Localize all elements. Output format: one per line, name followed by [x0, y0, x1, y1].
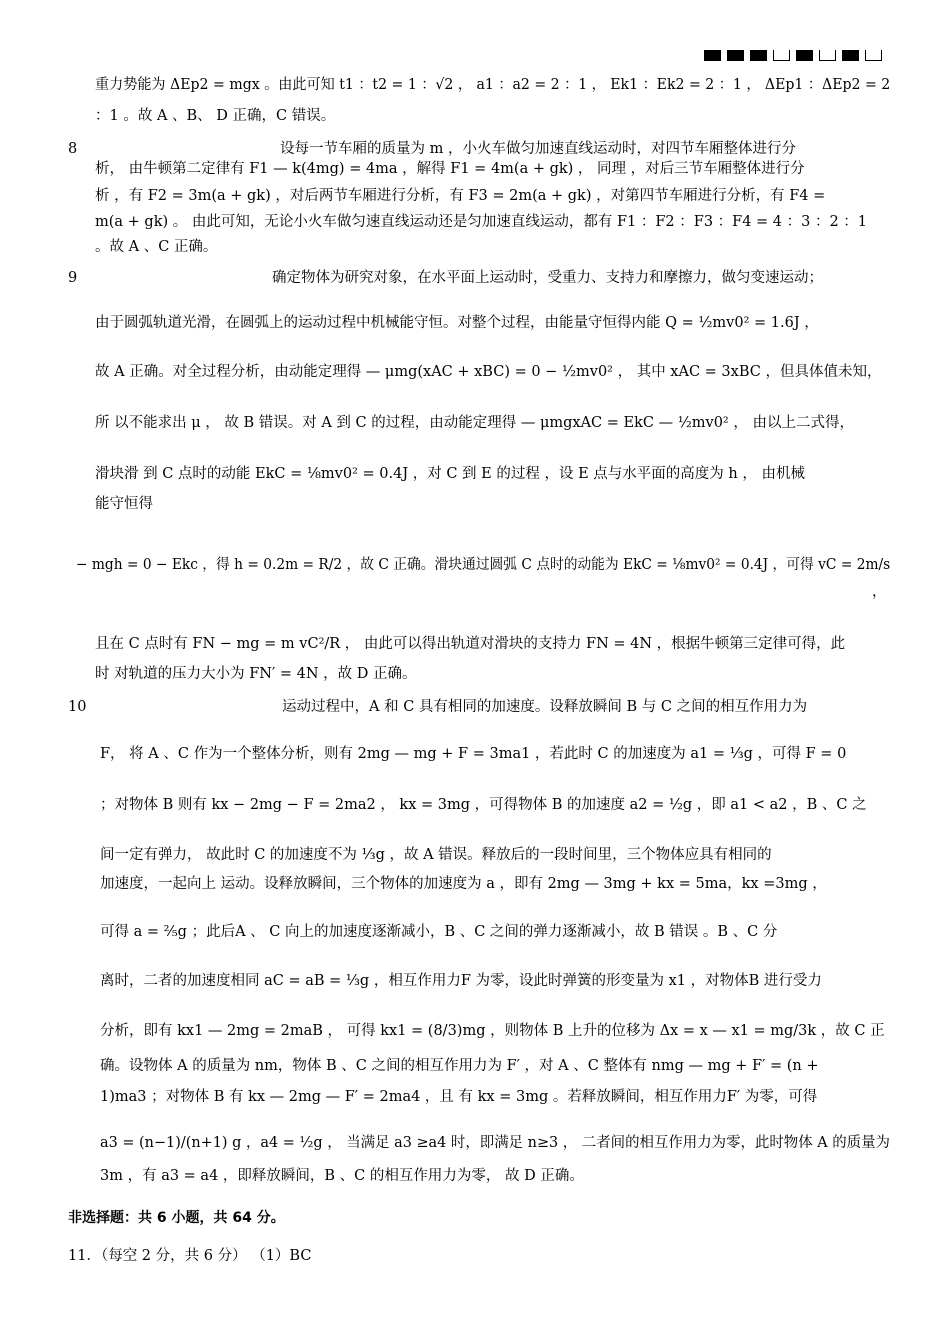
q10-line-8: 分析，即有 kx1 — 2mg = 2maB ， 可得 kx1 = (8/3)mg ，则物体 B 上升的位移为 Δx = x — x1 = mg/3k ，故 C 正 — [100, 1023, 885, 1039]
q9-line-5: 滑块滑 到 C 点时的动能 EkC = ⅛mv0² = 0.4J ，对 C 到 E 的过程 ，设 E 点与水平面的高度为 h ， 由机械 — [95, 466, 805, 482]
q10-number: 10 — [68, 699, 87, 715]
header-marks — [704, 50, 882, 61]
q11-line: 11．（每空 2 分，共 6 分） （1）BC — [68, 1248, 312, 1264]
header-mark — [842, 50, 859, 61]
q10-line-9: 确。设物体 A 的质量为 nm，物体 B 、C 之间的相互作用力为 F′ ，对 A 、C 整体有 nmg — mg + F′ = (n + — [100, 1058, 819, 1074]
q9-line-7-comma: ， — [872, 584, 887, 600]
q8-line-1: 设每一节车厢的质量为 m ，小火车做匀加速直线运动时，对四节车厢整体进行分 — [280, 141, 796, 157]
q8-number: 8 — [68, 141, 78, 157]
q10-line-7: 离时，二者的加速度相同 aC = aB = ⅓g ，相互作用力F 为零，设此时弹簧的形变量为 x1 ，对物体B 进行受力 — [100, 973, 822, 989]
header-mark — [819, 50, 836, 61]
q9-line-7: − mgh = 0 − Ekc ，得 h = 0.2m = R/2 ，故 C 正确。滑块通过圆弧 C 点时的动能为 EkC = ⅛mv0² = 0.4J ，可得 vC = 2m/s — [76, 557, 891, 573]
q9-line-9: 时 对轨道的压力大小为 FN′ = 4N ，故 D 正确。 — [95, 666, 417, 682]
q8-line-3: 析 ，有 F2 = 3m(a + gk) ，对后两节车厢进行分析，有 F3 = 2m(a + gk) ，对第四节车厢进行分析，有 F4 = — [95, 188, 826, 204]
q9-line-1: 确定物体为研究对象，在水平面上运动时，受重力、支持力和摩擦力，做匀变速运动； — [272, 270, 823, 286]
q10-line-5: 加速度，一起向上 运动。设释放瞬间，三个物体的加速度为 a ，即有 2mg — 3mg + kx = 5ma，kx =3mg ， — [100, 876, 827, 892]
q10-line-10: 1)ma3 ；对物体 B 有 kx — 2mg — F′ = 2ma4 ，且 有 kx = 3mg 。若释放瞬间，相互作用力F′ 为零，可得 — [100, 1089, 818, 1105]
header-mark — [796, 50, 813, 61]
q7-line-2: ：1 。故 A 、B、 D 正确，C 错误。 — [95, 108, 336, 124]
q10-line-3: ；对物体 B 则有 kx − 2mg − F = 2ma2 ， kx = 3mg ，可得物体 B 的加速度 a2 = ½g ，即 a1 < a2 ，B 、C 之 — [100, 797, 867, 813]
q10-line-6: 可得 a = ⅖g ；此后A 、 C 向上的加速度逐渐减小，B 、C 之间的弹力逐渐减小，故 B 错误 。B 、C 分 — [100, 924, 778, 940]
header-mark — [773, 50, 790, 61]
header-mark — [865, 50, 882, 61]
q10-line-11: a3 = (n−1)/(n+1) g ，a4 = ½g ， 当满足 a3 ≥a4 时，即满足 n≥3 ， 二者间的相互作用力为零，此时物体 A 的质量为 — [100, 1135, 890, 1151]
section-heading: 非选择题：共 6 小题，共 64 分。 — [68, 1210, 285, 1226]
q9-line-2: 由于圆弧轨道光滑，在圆弧上的运动过程中机械能守恒。对整个过程，由能量守恒得内能 Q = ½mv0² = 1.6J ， — [95, 315, 819, 331]
q8-line-5: 。故 A 、C 正确。 — [95, 239, 218, 255]
q8-line-4: m(a + gk) 。 由此可知，无论小火车做匀速直线运动还是匀加速直线运动，都有 F1 ：F2 ：F3 ：F4 = 4 ：3 ：2 ：1 — [95, 214, 868, 230]
q9-line-8: 且在 C 点时有 FN − mg = m vC²/R ， 由此可以得出轨道对滑块的支持力 FN = 4N ，根据牛顿第三定律可得，此 — [95, 636, 846, 652]
q9-line-6: 能守恒得 — [95, 496, 153, 512]
q9-number: 9 — [68, 270, 78, 286]
q8-line-2: 析， 由牛顿第二定律有 F1 — k(4mg) = 4ma ，解得 F1 = 4m(a + gk) ， 同理 ，对后三节车厢整体进行分 — [95, 161, 805, 177]
header-mark — [727, 50, 744, 61]
q9-line-4: 所 以不能求出 μ ， 故 B 错误。对 A 到 C 的过程，由动能定理得 — μmgxAC = EkC — ½mv0² ， 由以上二式得， — [95, 415, 854, 431]
q10-line-12: 3m ，有 a3 = a4 ，即释放瞬间，B 、C 的相互作用力为零， 故 D 正确。 — [100, 1168, 584, 1184]
header-mark — [704, 50, 721, 61]
q10-line-4: 间一定有弹力， 故此时 C 的加速度不为 ⅓g ，故 A 错误。释放后的一段时间里，三个物体应具有相同的 — [100, 847, 772, 863]
q9-line-3: 故 A 正确。对全过程分析，由动能定理得 — μmg(xAC + xBC) = 0 − ½mv0² ， 其中 xAC = 3xBC ，但具体值未知， — [95, 364, 882, 380]
q10-line-2: F， 将 A 、C 作为一个整体分析，则有 2mg — mg + F = 3ma1 ，若此时 C 的加速度为 a1 = ⅓g ，可得 F = 0 — [100, 746, 847, 762]
q7-line-1: 重力势能为 ΔEp2 = mgx 。由此可知 t1 ：t2 = 1 ：√2 ， a1 ：a2 = 2 ：1 ， Ek1 ：Ek2 = 2 ：1 ， ΔEp1 ：ΔEp2 = 2 — [95, 77, 891, 93]
header-mark — [750, 50, 767, 61]
q10-line-1: 运动过程中，A 和 C 具有相同的加速度。设释放瞬间 B 与 C 之间的相互作用力为 — [282, 699, 808, 715]
